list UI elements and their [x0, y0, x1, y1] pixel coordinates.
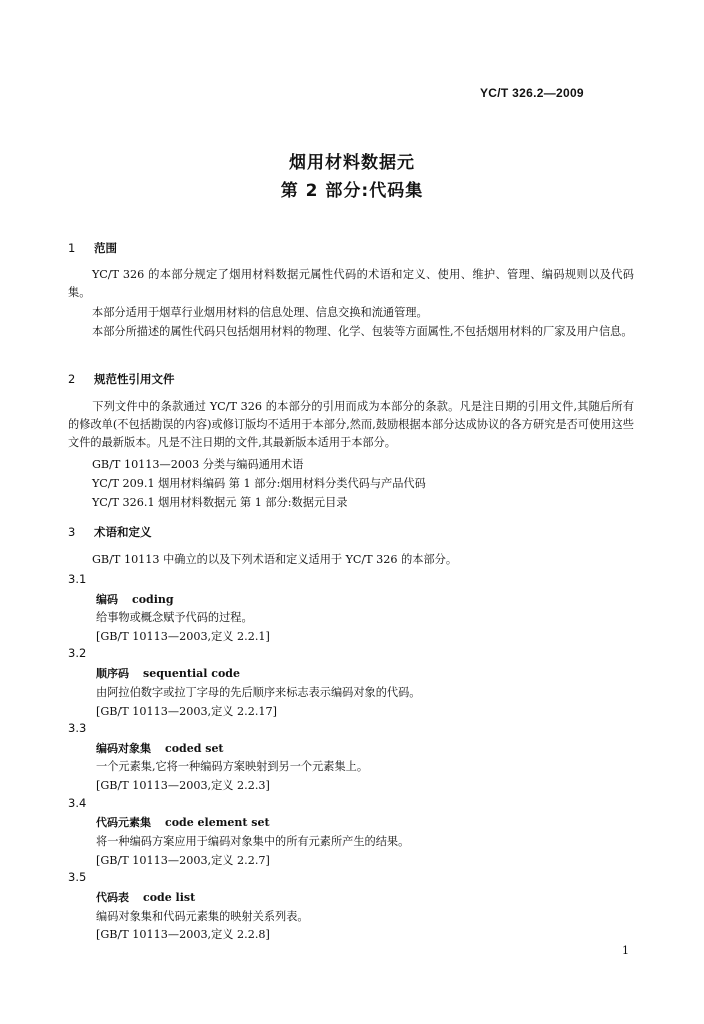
section-number: 2: [68, 372, 76, 386]
term-source: [GB/T 10113—2003,定义 2.2.3]: [96, 779, 270, 792]
section-1-paragraph-3: 本部分所描述的属性代码只包括烟用材料的物理、化学、包装等方面属性,不包括烟用材料的厂家及用户信息。: [92, 325, 633, 338]
term-number: 3.4: [68, 796, 87, 810]
term-entry: [96, 814, 270, 830]
title-main: 烟用材料数据元: [289, 153, 415, 173]
section-title: 术语和定义: [94, 525, 152, 539]
term-source: [GB/T 10113—2003,定义 2.2.17]: [96, 705, 277, 718]
term-source: [GB/T 10113—2003,定义 2.2.1]: [96, 630, 270, 643]
term-zh: 代码表: [96, 891, 129, 904]
section-number: 1: [68, 241, 76, 255]
term-en: coding: [132, 593, 174, 606]
reference-item: YC/T 209.1 烟用材料编码 第 1 部分:烟用材料分类代码与产品代码: [92, 477, 426, 490]
page-number: 1: [622, 944, 629, 957]
term-definition: 编码对象集和代码元素集的映射关系列表。: [96, 910, 309, 923]
term-source: [GB/T 10113—2003,定义 2.2.8]: [96, 928, 270, 941]
section-title: 规范性引用文件: [94, 372, 175, 386]
title-sub: 第 2 部分:代码集: [280, 181, 424, 201]
term-zh: 代码元素集: [96, 816, 151, 829]
section-number: 3: [68, 525, 76, 539]
term-entry: [96, 740, 224, 756]
standard-code: YC/T 326.2—2009: [480, 86, 584, 100]
term-zh: 编码: [96, 593, 118, 606]
section-title: 范围: [94, 241, 117, 255]
section-2-paragraph-1: 下列文件中的条款通过 YC/T 326 的本部分的引用而成为本部分的条款。凡是注日期的引用文件,其随后所有的修改单(不包括勘误的内容)或修订版均不适用于本部分,然而,鼓励根据本部分达成协议的各方研究是否可使用这些文件的最新版本。凡是不注日期的文件,其最新版本适用于本部分。: [68, 400, 634, 449]
term-zh: 编码对象集: [96, 742, 151, 755]
term-en: sequential code: [143, 667, 240, 680]
term-source: [GB/T 10113—2003,定义 2.2.7]: [96, 854, 270, 867]
section-1-paragraph-2: 本部分适用于烟草行业烟用材料的信息处理、信息交换和流通管理。: [92, 306, 428, 319]
reference-item: GB/T 10113—2003 分类与编码通用术语: [92, 458, 304, 471]
term-definition: 一个元素集,它将一种编码方案映射到另一个元素集上。: [96, 760, 369, 773]
term-definition: 给事物或概念赋予代码的过程。: [96, 611, 253, 624]
section-1-paragraph-1: YC/T 326 的本部分规定了烟用材料数据元属性代码的术语和定义、使用、维护、管理、编码规则以及代码集。: [68, 268, 634, 299]
term-en: code list: [143, 891, 196, 904]
term-entry: [96, 889, 195, 905]
term-definition: 将一种编码方案应用于编码对象集中的所有元素所产生的结果。: [96, 835, 410, 848]
term-entry: [96, 591, 174, 607]
section-3-heading: [68, 524, 152, 540]
term-en: coded set: [165, 742, 224, 755]
term-number: 3.1: [68, 572, 87, 586]
reference-item: YC/T 326.1 烟用材料数据元 第 1 部分:数据元目录: [92, 496, 348, 509]
term-number: 3.5: [68, 870, 87, 884]
section-3-intro: GB/T 10113 中确立的以及下列术语和定义适用于 YC/T 326 的本部分。: [92, 553, 458, 566]
section-2-heading: [68, 371, 175, 387]
term-zh: 顺序码: [96, 667, 129, 680]
term-entry: [96, 665, 240, 681]
term-number: 3.3: [68, 721, 87, 735]
section-1-heading: [68, 240, 117, 256]
term-en: code element set: [165, 816, 270, 829]
term-number: 3.2: [68, 646, 87, 660]
term-definition: 由阿拉伯数字或拉丁字母的先后顺序来标志表示编码对象的代码。: [96, 686, 421, 699]
